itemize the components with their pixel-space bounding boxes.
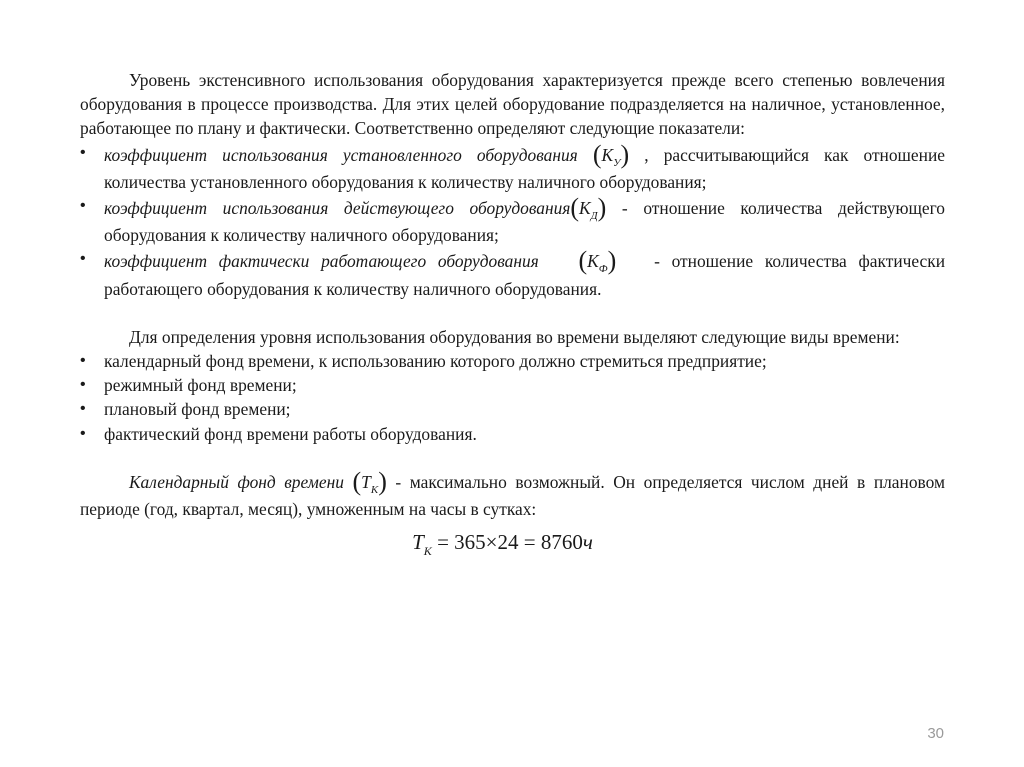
document-body [80, 68, 945, 560]
time-fund-item-actual: • фактический фонд времени работы оборудования. [80, 422, 945, 446]
indicator-description: - отношение количества действующего оборудования к количеству наличного оборудования; [104, 198, 945, 246]
calendar-fund-symbol: $(T_K)$ [352, 466, 387, 496]
time-intro-paragraph: Для определения уровня использования оборудования во времени выделяют следующие виды времени: [129, 326, 900, 347]
time-fund-item-calendar: • календарный фонд времени, к использованию которого должно стремиться предприятие; [80, 349, 945, 373]
time-fund-item-planned: • плановый фонд времени; [80, 397, 945, 421]
indicator-symbol: $(K_У)$ [592, 139, 630, 169]
calendar-fund-description: - максимально возможный. Он определяется числом дней в плановом периоде (год, квартал, месяц), умноженным на часы в сутках: [80, 471, 945, 520]
indicator-term: коэффициент использования действующего оборудования [104, 198, 571, 219]
indicator-symbol: $(K_Д)$ [570, 193, 607, 223]
page-number: 30 [927, 725, 944, 742]
indicator-symbol: $(K_Ф)$ [578, 246, 617, 276]
indicator-item-active [80, 194, 945, 247]
indicator-term: коэффициент фактически работающего оборудования [104, 251, 539, 272]
time-fund-item-regime: • режимный фонд времени; [80, 373, 945, 397]
calendar-fund-term: Календарный фонд времени [129, 471, 344, 492]
formula-unit: ч [582, 530, 593, 555]
indicator-description: - отношение количества фактически работающего оборудования к количеству наличного оборудования. [104, 251, 945, 299]
indicator-item-actual [80, 247, 945, 300]
formula-expression: = 365×24 = 8760 [437, 530, 583, 555]
intro-paragraph: Уровень экстенсивного использования оборудования характеризуется прежде всего степенью вовлечения оборудования в процессе производства. Для этих целей оборудование подразделяется на наличное, установленное, работающее по плану и фактически. Соответственно определяют следующие показатели: [80, 70, 945, 139]
indicator-term: коэффициент использования установленного оборудования [104, 144, 578, 165]
calendar-fund-paragraph [80, 468, 945, 521]
calendar-fund-formula: $T_K = 365\times 24 = 8760ч$ [412, 530, 593, 559]
indicator-description: , рассчитывающийся как отношение количества установленного оборудования к количеству наличного оборудования; [104, 144, 945, 192]
indicator-item-installed [80, 141, 945, 194]
